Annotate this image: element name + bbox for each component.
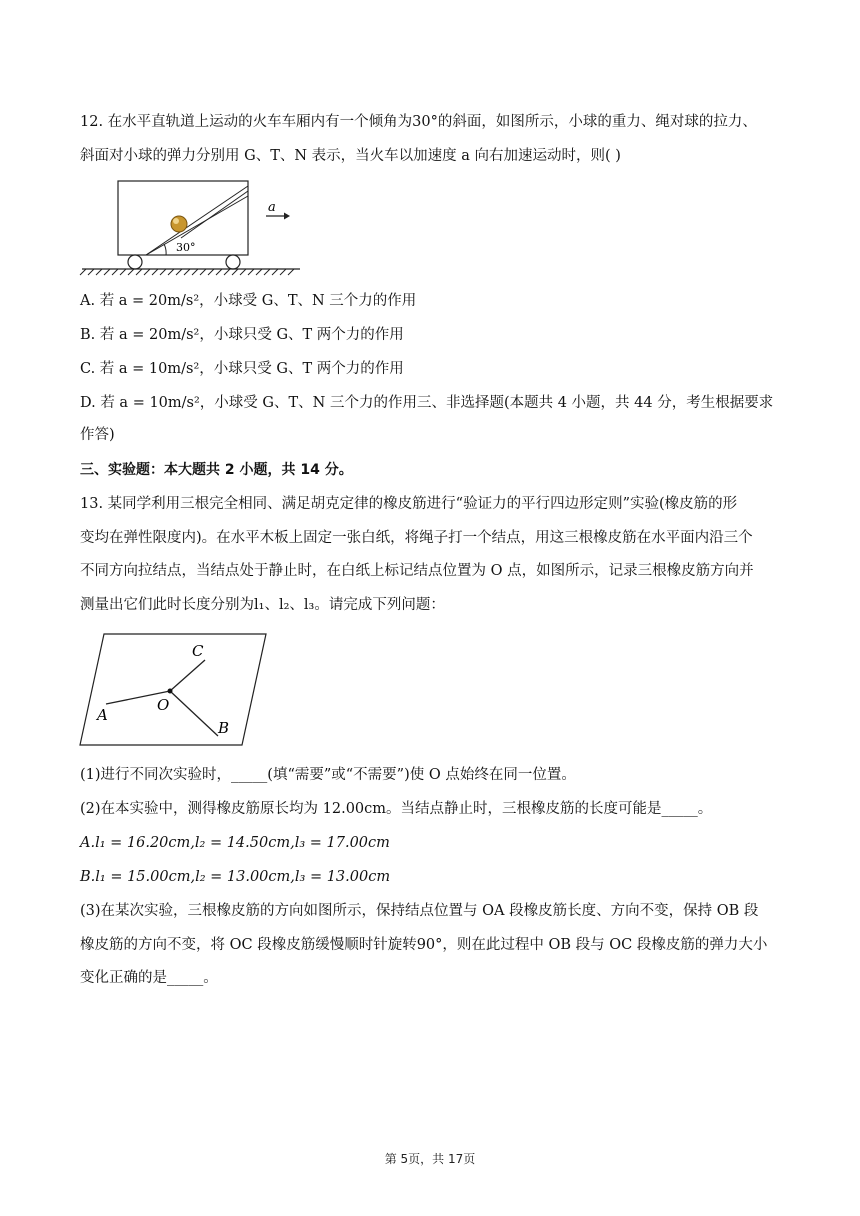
page-footer: 第 5页，共 17页 [384,1152,476,1166]
q13-text-line1: 13. 某同学利用三根完全相同、满足胡克定律的橡皮筋进行“验证力的平行四边形定则”实验(橡皮筋的形 [80,496,738,512]
q13-part-1: (1)进行不同次实验时，_____(填“需要”或“不需要”)使 O 点始终在同一位置。 [80,767,576,783]
q13-part-3-line2: 橡皮筋的方向不变，将 OC 段橡皮筋缓慢顺时针旋转90°，则在此过程中 OB 段与 OC 段橡皮筋的弹力大小 [80,937,768,953]
q13-option-a: A.l₁ = 16.20cm,l₂ = 14.50cm,l₃ = 17.00cm [80,835,390,851]
q13-text-line3: 不同方向拉结点，当结点处于静止时，在白纸上标记结点位置为 O 点，如图所示，记录三根橡皮筋方向并 [80,563,754,579]
q13-part-3-line3: 变化正确的是_____。 [80,970,218,986]
q12-option-a: A. 若 a = 20m/s²，小球受 G、T、N 三个力的作用 [80,293,417,309]
q12-text-line2: 斜面对小球的弹力分别用 G、T、N 表示，当火车以加速度 a 向右加速运动时，则( ) [80,148,621,164]
q13-option-b: B.l₁ = 15.00cm,l₂ = 13.00cm,l₃ = 13.00cm [80,869,391,885]
q12-option-c: C. 若 a = 10m/s²，小球只受 G、T 两个力的作用 [80,361,404,377]
label-o: O [157,696,170,714]
q12-option-b: B. 若 a = 20m/s²，小球只受 G、T 两个力的作用 [80,327,404,343]
wheel-right [226,255,240,269]
band-ob [170,691,218,736]
acceleration-label: a [268,200,276,215]
ball [171,216,187,232]
label-c: C [192,642,204,660]
wheel-left [128,255,142,269]
q13-text-line2: 变均在弹性限度内)。在水平木板上固定一张白纸，将绳子打一个结点，用这三根橡皮筋在水平面内沿三个 [80,530,753,546]
q12-option-d: D. 若 a = 10m/s²，小球受 G、T、N 三个力的作用三、非选择题(本题共 4 小题，共 44 分，考生根据要求 [80,395,774,411]
q12-text-line1: 12. 在水平直轨道上运动的火车车厢内有一个倾角为30°的斜面，如图所示，小球的重力、绳对球的拉力、 [80,114,757,130]
knot-point [168,689,173,694]
train-incline-figure [78,174,308,282]
section-heading: 三、实验题：本大题共 2 小题，共 14 分。 [80,462,353,478]
band-oc [170,660,205,691]
q13-text-line4: 测量出它们此时长度分别为l₁、l₂、l₃。请完成下列问题： [80,597,445,613]
q13-part-2: (2)在本实验中，测得橡皮筋原长均为 12.00cm。当结点静止时，三根橡皮筋的长度可能是_____。 [80,801,713,817]
q13-part-3-line1: (3)在某次实验，三根橡皮筋的方向如图所示，保持结点位置与 OA 段橡皮筋长度、方向不变，保持 OB 段 [80,903,759,919]
label-a: A [97,706,108,724]
angle-label: 30° [176,241,196,254]
q12-option-d-cont: 作答) [80,427,115,443]
label-b: B [218,719,230,737]
rubber-band-figure [76,630,272,750]
